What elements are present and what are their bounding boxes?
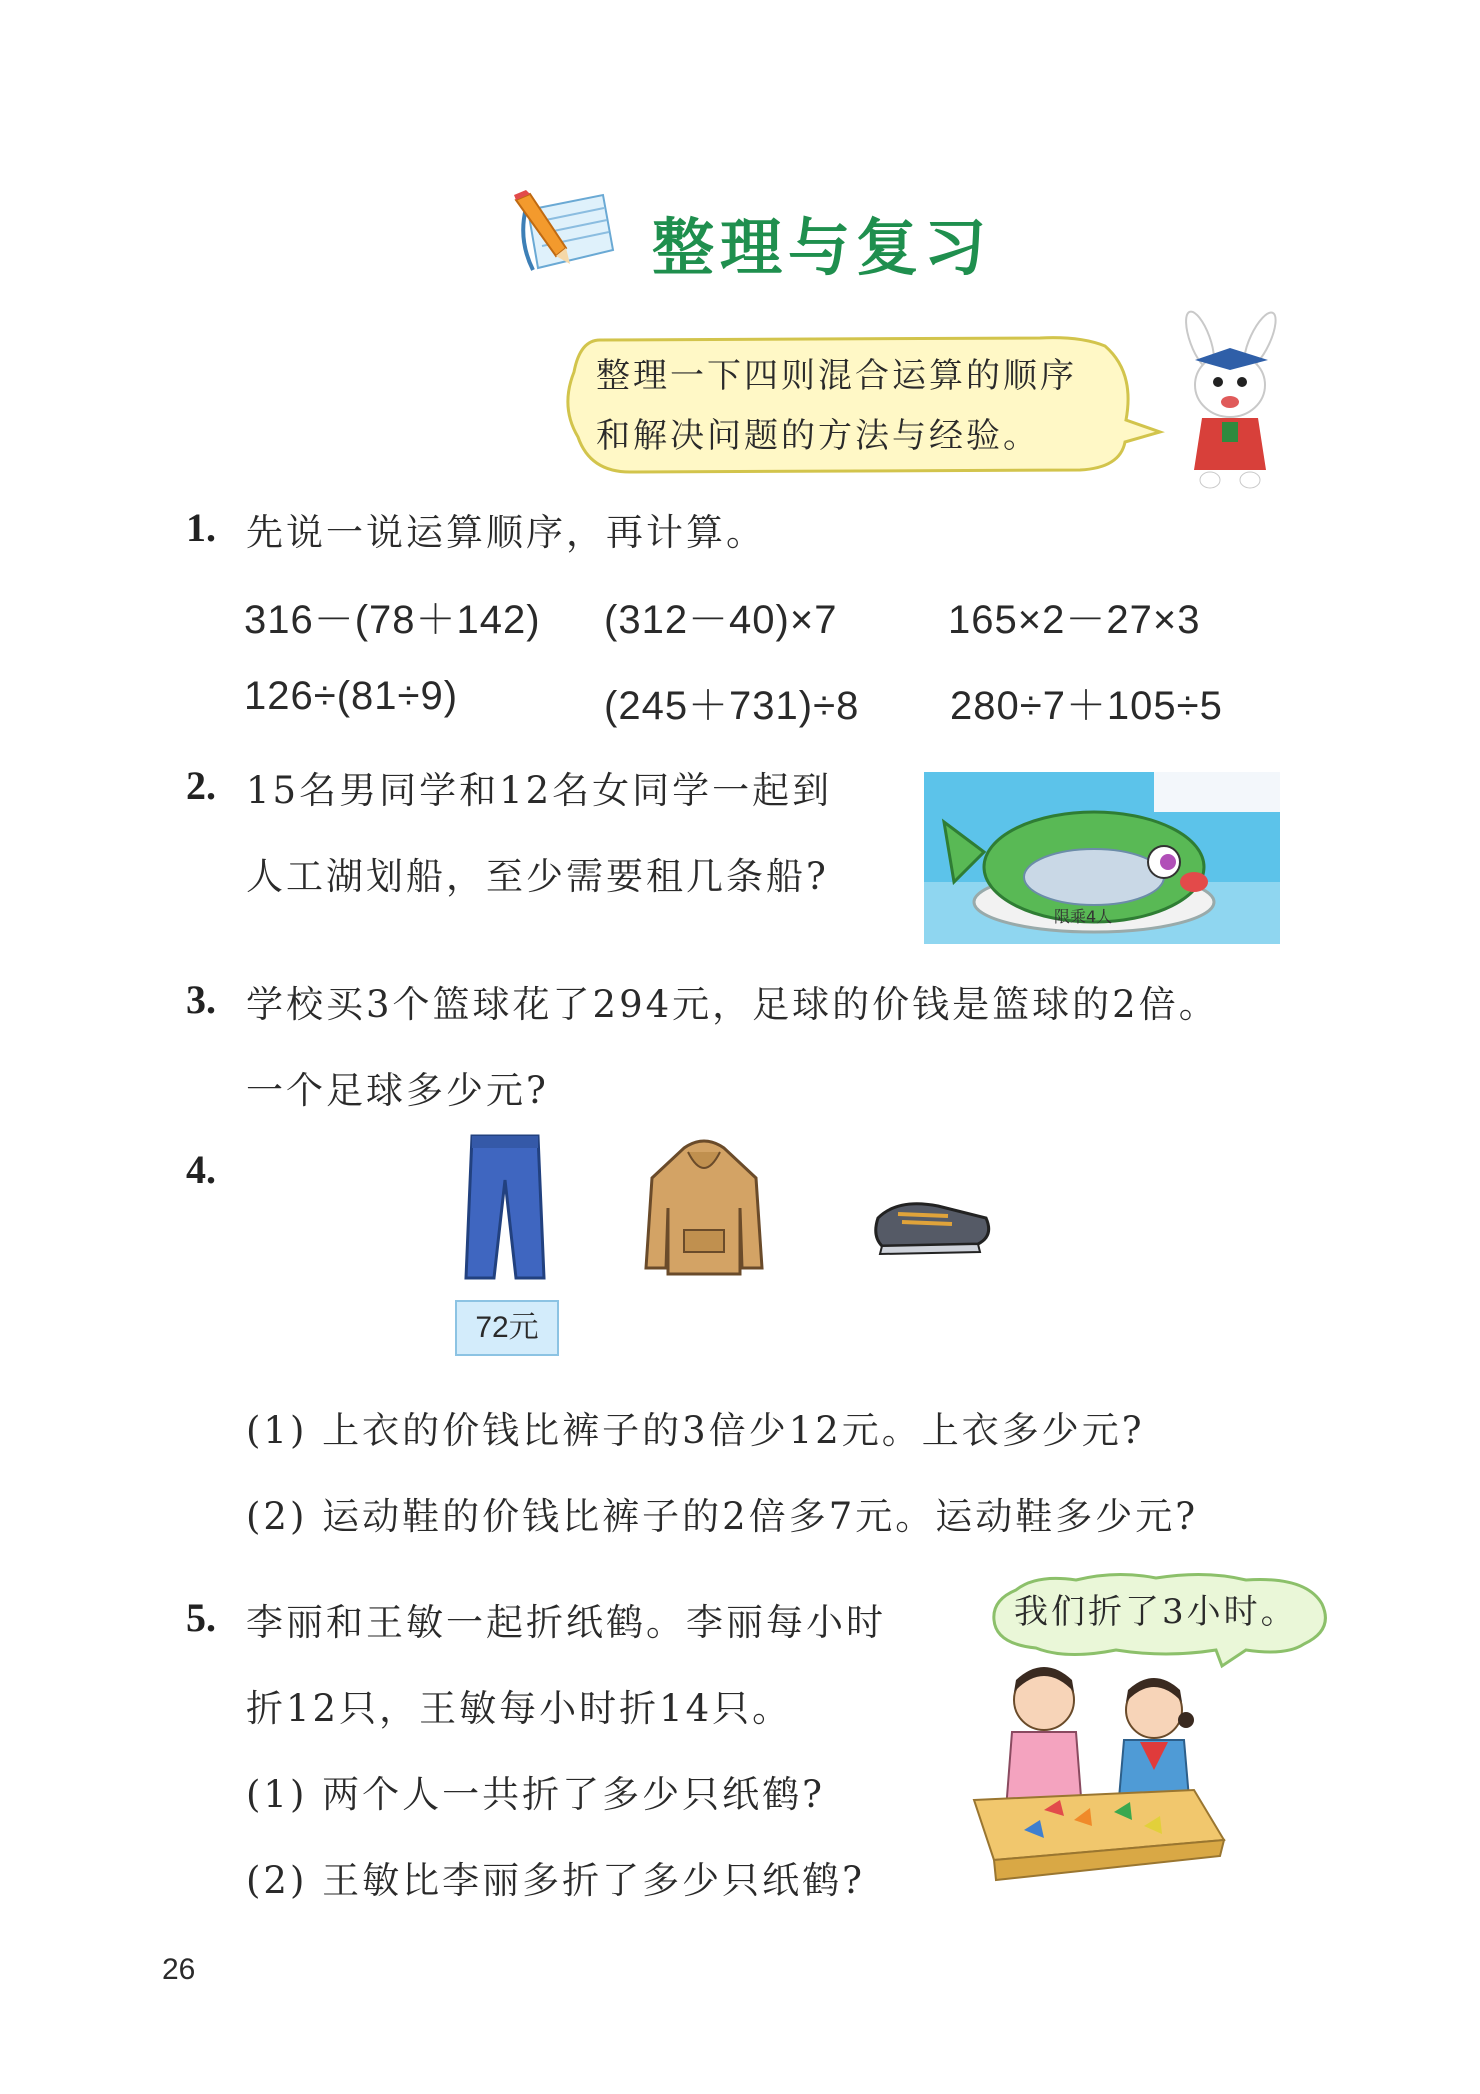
question-5-number: 5. <box>186 1595 216 1640</box>
page-title: 整理与复习 <box>652 211 993 284</box>
question-3-line-1: 学校买3个篮球花了294元，足球的价钱是篮球的2倍。 <box>246 983 1219 1026</box>
bubble-line-2: 和解决问题的方法与经验。 <box>596 416 1040 456</box>
question-2-line-2: 人工湖划船，至少需要租几条船? <box>246 855 829 898</box>
question-3-line-2: 一个足球多少元? <box>246 1069 549 1112</box>
speech-cloud-text: 我们折了3小时。 <box>1014 1592 1298 1632</box>
q1-expression-4: 126÷(81÷9) <box>244 674 459 718</box>
sneakers-icon <box>868 1188 996 1258</box>
question-5-line-2: 折12只，王敏每小时折14只。 <box>246 1687 793 1730</box>
question-4-part-1: (1) 上衣的价钱比裤子的3倍少12元。上衣多少元? <box>246 1409 1145 1452</box>
boat-capacity-label: 限乘4人 <box>1054 907 1113 926</box>
fish-boat-image <box>924 772 1280 944</box>
bubble-line-1: 整理一下四则混合运算的顺序 <box>596 356 1077 396</box>
girls-folding-cranes-image <box>964 1650 1228 1900</box>
question-4-number: 4. <box>186 1147 216 1192</box>
q1-expression-2: (312－40)×7 <box>604 598 838 642</box>
rabbit-mascot <box>1170 310 1290 490</box>
question-5-part-2: (2) 王敏比李丽多折了多少只纸鹤? <box>246 1859 866 1902</box>
q1-expression-1: 316－(78＋142) <box>244 598 541 642</box>
question-2-number: 2. <box>186 763 216 808</box>
pants-price-tag: 72元 <box>455 1300 559 1356</box>
q1-expression-6: 280÷7＋105÷5 <box>950 684 1223 728</box>
question-4-part-2: (2) 运动鞋的价钱比裤子的2倍多7元。运动鞋多少元? <box>246 1495 1199 1538</box>
question-5-line-1: 李丽和王敏一起折纸鹤。李丽每小时 <box>246 1601 886 1644</box>
question-1-number: 1. <box>186 505 216 550</box>
question-3-number: 3. <box>186 977 216 1022</box>
question-1-text: 先说一说运算顺序，再计算。 <box>246 511 766 554</box>
hoodie-icon <box>644 1138 764 1276</box>
q1-expression-5: (245＋731)÷8 <box>604 684 860 728</box>
question-2-line-1: 15名男同学和12名女同学一起到 <box>246 769 833 812</box>
question-5-part-1: (1) 两个人一共折了多少只纸鹤? <box>246 1773 826 1816</box>
page-number: 26 <box>162 1953 196 1986</box>
pants-icon <box>460 1132 550 1282</box>
q1-expression-3: 165×2－27×3 <box>948 598 1201 642</box>
pencil-notepad-icon <box>508 190 618 275</box>
